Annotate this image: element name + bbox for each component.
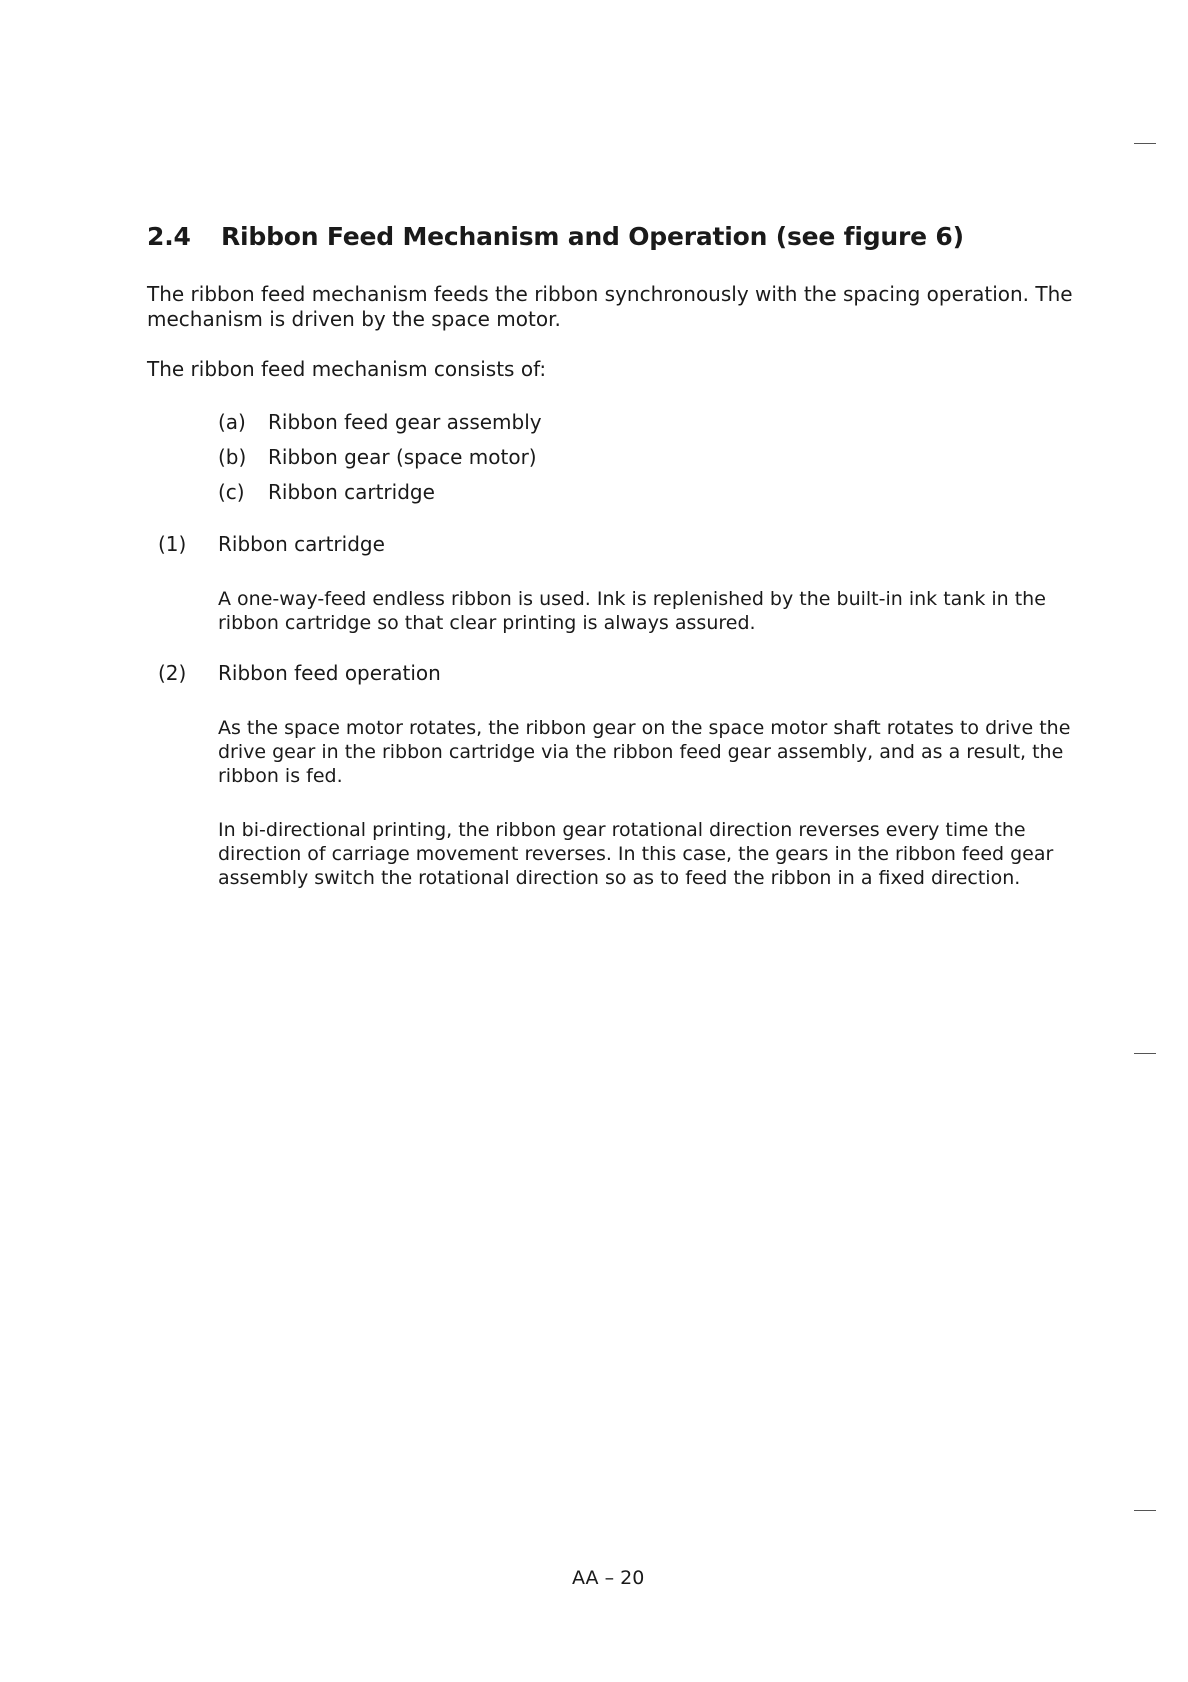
- subsection-title: Ribbon feed operation: [218, 661, 441, 685]
- section-number: 2.4: [147, 222, 191, 251]
- list-item-marker: (b): [218, 445, 247, 469]
- list-item: [218, 410, 542, 435]
- list-item-text: Ribbon gear (space motor): [268, 445, 537, 469]
- subsection-title: Ribbon cartridge: [218, 532, 385, 556]
- subsection-paragraph: In bi-directional printing, the ribbon gear rotational direction reverses every time the direction of carriage movement reverses. In this case, the gears in the ribbon feed gear assembly switch the rotational direction so as to feed the ribbon in a fixed direction.: [218, 819, 1054, 889]
- list-item-text: Ribbon feed gear assembly: [268, 410, 542, 434]
- list-item-marker: (c): [218, 480, 245, 504]
- scan-edge-mark: [1134, 143, 1156, 144]
- scan-edge-mark: [1134, 1053, 1156, 1054]
- subsection-number: (2): [158, 661, 187, 685]
- subsection-number: (1): [158, 532, 187, 556]
- list-item-marker: (a): [218, 410, 246, 434]
- section-title: Ribbon Feed Mechanism and Operation (see figure 6): [221, 222, 964, 251]
- list-item-text: Ribbon cartridge: [268, 480, 435, 504]
- consists-of-paragraph: The ribbon feed mechanism consists of:: [147, 357, 547, 381]
- list-item: [218, 445, 537, 470]
- intro-paragraph: The ribbon feed mechanism feeds the ribbon synchronously with the spacing operation. The mechanism is driven by the space motor.: [147, 282, 1073, 331]
- subsection-paragraph: As the space motor rotates, the ribbon gear on the space motor shaft rotates to drive the drive gear in the ribbon cartridge via the ribbon feed gear assembly, and as a result, the ribbon is fed.: [218, 717, 1071, 787]
- page-number: AA – 20: [572, 1567, 645, 1589]
- list-item: [218, 480, 435, 505]
- scan-edge-mark: [1134, 1510, 1156, 1511]
- section-heading: [147, 222, 964, 251]
- subsection-paragraph: A one-way-feed endless ribbon is used. Ink is replenished by the built-in ink tank in the ribbon cartridge so that clear printing is always assured.: [218, 588, 1046, 634]
